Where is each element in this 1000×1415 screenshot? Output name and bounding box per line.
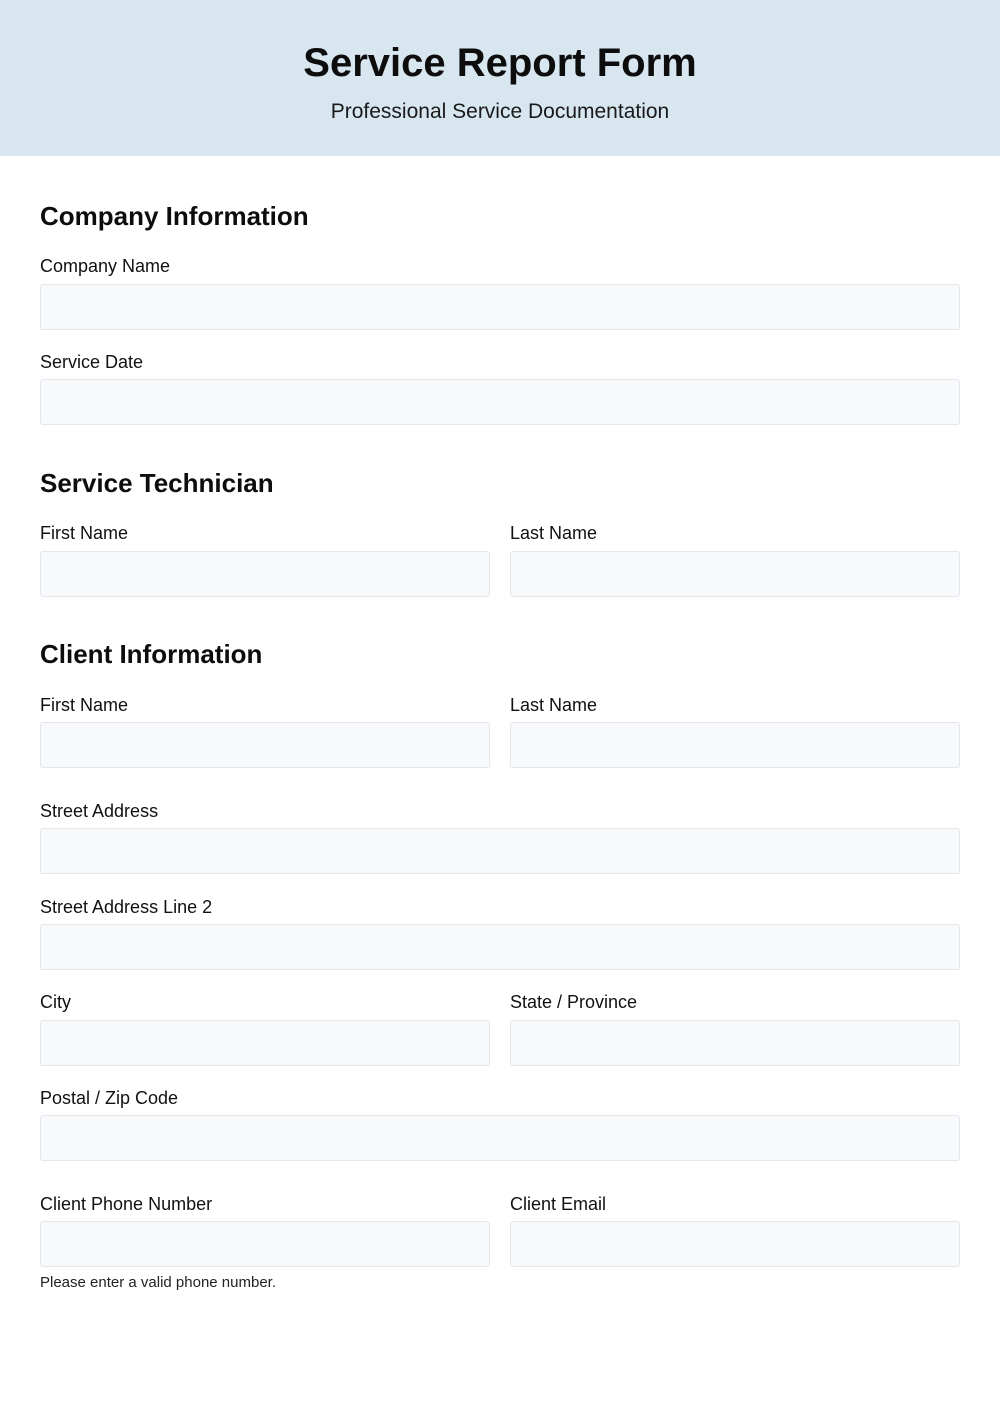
client-last-name-input[interactable] (510, 722, 960, 768)
client-phone-input[interactable] (40, 1221, 490, 1267)
state-label: State / Province (510, 992, 638, 1012)
technician-last-name-label: Last Name (510, 523, 598, 543)
technician-first-name-input[interactable] (40, 551, 490, 597)
company-name-input[interactable] (40, 284, 960, 330)
city-input[interactable] (40, 1020, 490, 1066)
state-input[interactable] (510, 1020, 960, 1066)
postal-code-input[interactable] (40, 1115, 960, 1161)
section-title-company: Company Information (40, 201, 309, 231)
client-phone-label: Client Phone Number (40, 1194, 213, 1214)
technician-last-name-input[interactable] (510, 551, 960, 597)
street-address-input[interactable] (40, 828, 960, 874)
form-title: Service Report Form (303, 41, 697, 85)
client-first-name-label: First Name (40, 695, 129, 715)
company-name-label: Company Name (40, 256, 171, 276)
form-subtitle: Professional Service Documentation (330, 100, 670, 123)
client-email-input[interactable] (510, 1221, 960, 1267)
section-title-client: Client Information (40, 639, 263, 669)
service-date-label: Service Date (40, 352, 144, 372)
section-title-technician: Service Technician (40, 468, 274, 498)
street-address-2-input[interactable] (40, 924, 960, 970)
client-first-name-input[interactable] (40, 722, 490, 768)
service-date-input[interactable] (40, 379, 960, 425)
client-email-label: Client Email (510, 1194, 607, 1214)
city-label: City (40, 992, 71, 1012)
street-address-label: Street Address (40, 801, 159, 821)
form-header (0, 0, 1000, 156)
phone-hint-text: Please enter a valid phone number. (40, 1274, 276, 1291)
postal-code-label: Postal / Zip Code (40, 1088, 179, 1108)
technician-first-name-label: First Name (40, 523, 129, 543)
street-address-2-label: Street Address Line 2 (40, 897, 213, 917)
client-last-name-label: Last Name (510, 695, 598, 715)
